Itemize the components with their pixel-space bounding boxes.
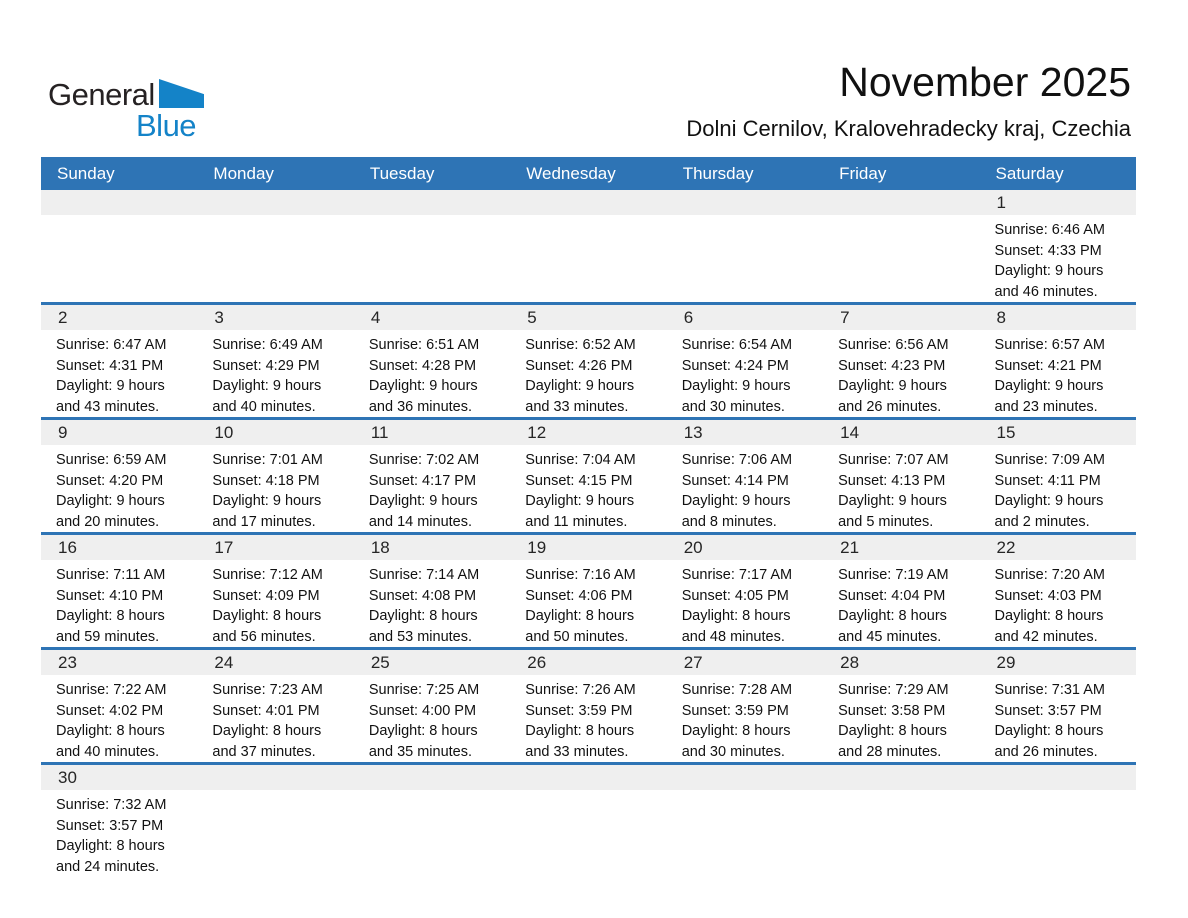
day-info-line: and 48 minutes. xyxy=(681,628,785,645)
day-number: 27 xyxy=(683,653,703,672)
day-number: 23 xyxy=(58,653,77,672)
day-info-line: and 40 minutes. xyxy=(212,398,316,415)
day-info-line: Sunrise: 6:59 AM xyxy=(56,452,167,468)
day-info-line: Sunrise: 6:52 AM xyxy=(525,337,636,353)
day-info-band xyxy=(41,790,1136,877)
day-info-line: and 26 minutes. xyxy=(838,398,942,415)
day-info-line: and 26 minutes. xyxy=(994,743,1098,760)
day-info-line: Sunrise: 7:06 AM xyxy=(681,452,793,468)
weekday-header-monday: Monday xyxy=(213,164,274,183)
day-cell xyxy=(823,445,979,532)
logo-triangle-icon xyxy=(159,79,204,108)
day-info-band xyxy=(41,675,1136,762)
day-info-line: and 11 minutes. xyxy=(525,513,628,530)
day-number-band xyxy=(41,190,1136,215)
day-info-line: Daylight: 9 hours xyxy=(56,378,165,394)
day-cell xyxy=(510,675,666,762)
day-cell xyxy=(510,330,666,417)
day-number-band xyxy=(41,535,1136,560)
weekday-header-row xyxy=(41,157,1136,190)
day-info-line: Sunrise: 7:17 AM xyxy=(681,567,793,583)
day-cell xyxy=(354,560,510,647)
day-number: 28 xyxy=(840,653,860,672)
day-info-line: Sunset: 4:01 PM xyxy=(212,702,320,719)
day-info-line: Sunset: 3:57 PM xyxy=(994,702,1102,719)
day-info-line: Sunset: 3:59 PM xyxy=(681,702,789,719)
day-cell xyxy=(197,330,353,417)
day-info-line: Daylight: 9 hours xyxy=(681,493,791,509)
day-number: 26 xyxy=(527,653,547,672)
day-number: 17 xyxy=(214,538,234,557)
day-info-line: Sunrise: 7:07 AM xyxy=(838,452,949,468)
day-number-band xyxy=(41,765,1136,790)
day-info-line: and 53 minutes. xyxy=(368,628,473,645)
day-info-line: Sunrise: 7:01 AM xyxy=(212,452,323,468)
day-info-line: Sunset: 4:00 PM xyxy=(368,702,477,719)
day-info-line: Sunset: 4:14 PM xyxy=(681,472,789,489)
day-info-line: Daylight: 8 hours xyxy=(212,608,322,624)
empty-day-number xyxy=(197,190,353,215)
day-cell xyxy=(41,675,197,762)
day-info-line: and 46 minutes. xyxy=(994,283,1098,300)
empty-day-cell xyxy=(197,790,353,877)
day-number-band xyxy=(41,650,1136,675)
day-number: 18 xyxy=(370,538,390,557)
day-number: 21 xyxy=(840,538,860,557)
day-number: 1 xyxy=(996,193,1006,212)
day-info-line: Sunrise: 7:32 AM xyxy=(56,797,167,813)
day-info-line: and 23 minutes. xyxy=(994,398,1098,415)
day-info-line: Sunset: 4:09 PM xyxy=(212,587,320,604)
weekday-header-wednesday: Wednesday xyxy=(526,164,616,183)
day-info-line: and 43 minutes. xyxy=(56,398,160,415)
day-info-line: Sunrise: 7:29 AM xyxy=(838,682,949,698)
day-info-line: Sunset: 4:28 PM xyxy=(368,357,477,374)
empty-day-cell xyxy=(41,215,197,302)
week-row xyxy=(41,417,1136,532)
day-info-line: and 35 minutes. xyxy=(368,743,473,760)
day-info-line: Sunset: 4:29 PM xyxy=(212,357,320,374)
empty-day-number xyxy=(510,765,666,790)
day-info-line: Daylight: 8 hours xyxy=(56,723,165,739)
week-row xyxy=(41,302,1136,417)
day-info-line: Daylight: 8 hours xyxy=(838,723,947,739)
day-info-line: Sunrise: 7:16 AM xyxy=(525,567,636,583)
day-info-line: Sunset: 3:59 PM xyxy=(525,702,633,719)
day-info-line: Sunrise: 6:57 AM xyxy=(994,337,1105,353)
day-cell xyxy=(510,445,666,532)
day-info-line: Daylight: 9 hours xyxy=(56,493,165,509)
day-info-line: Sunrise: 7:11 AM xyxy=(56,567,166,583)
day-number: 5 xyxy=(527,308,537,327)
day-cell xyxy=(823,330,979,417)
day-number: 7 xyxy=(840,308,850,327)
weekday-header-saturday: Saturday xyxy=(995,164,1064,183)
day-number: 16 xyxy=(58,538,77,557)
day-number: 29 xyxy=(996,653,1016,672)
empty-day-number xyxy=(823,765,979,790)
day-info-line: Sunrise: 6:47 AM xyxy=(56,337,167,353)
day-info-line: Sunset: 4:02 PM xyxy=(56,702,164,719)
day-info-line: and 45 minutes. xyxy=(838,628,942,645)
day-info-line: Sunrise: 7:25 AM xyxy=(368,682,480,698)
day-cell xyxy=(354,330,510,417)
day-info-line: Sunset: 4:21 PM xyxy=(994,357,1102,374)
day-number: 19 xyxy=(527,538,547,557)
day-cell xyxy=(197,445,353,532)
day-info-line: Sunset: 4:23 PM xyxy=(838,357,946,374)
day-info-line: Sunrise: 6:46 AM xyxy=(994,222,1105,238)
day-info-line: Daylight: 8 hours xyxy=(56,608,165,624)
page-header xyxy=(0,0,1188,157)
day-number-band xyxy=(41,305,1136,330)
day-info-line: Sunset: 4:13 PM xyxy=(838,472,946,489)
day-cell xyxy=(980,215,1136,302)
day-info-line: Sunset: 4:11 PM xyxy=(994,472,1101,489)
day-info-line: Sunrise: 7:02 AM xyxy=(368,452,480,468)
day-number: 20 xyxy=(683,538,703,557)
day-info-line: Sunset: 4:10 PM xyxy=(56,587,164,604)
day-info-line: Daylight: 8 hours xyxy=(525,723,635,739)
day-info-line: Daylight: 8 hours xyxy=(368,723,478,739)
day-number-band xyxy=(41,420,1136,445)
day-cell xyxy=(823,560,979,647)
day-number: 4 xyxy=(370,308,381,327)
day-info-line: Sunrise: 7:14 AM xyxy=(368,567,480,583)
day-cell xyxy=(354,675,510,762)
day-cell xyxy=(41,445,197,532)
empty-day-number xyxy=(980,765,1136,790)
empty-day-cell xyxy=(823,790,979,877)
empty-day-cell xyxy=(354,215,510,302)
day-info-line: Sunrise: 7:23 AM xyxy=(212,682,323,698)
day-number: 9 xyxy=(58,423,68,442)
day-info-line: Sunrise: 7:09 AM xyxy=(994,452,1105,468)
day-info-line: Sunset: 4:18 PM xyxy=(212,472,320,489)
day-info-line: Sunset: 4:05 PM xyxy=(681,587,789,604)
day-info-line: Sunrise: 7:28 AM xyxy=(681,682,793,698)
day-info-line: and 5 minutes. xyxy=(838,513,934,530)
day-number: 10 xyxy=(214,423,234,442)
day-number: 8 xyxy=(996,308,1006,327)
day-info-band xyxy=(41,445,1136,532)
day-info-line: Daylight: 8 hours xyxy=(56,838,165,854)
month-title: November 2025 xyxy=(839,59,1131,105)
weekday-header-tuesday: Tuesday xyxy=(369,164,435,183)
day-info-line: and 50 minutes. xyxy=(525,628,629,645)
empty-day-number xyxy=(667,190,823,215)
week-row xyxy=(41,647,1136,762)
day-info-line: and 30 minutes. xyxy=(681,743,785,760)
day-cell xyxy=(667,560,823,647)
general-blue-logo xyxy=(48,75,218,143)
day-cell xyxy=(354,445,510,532)
day-info-line: Sunset: 4:06 PM xyxy=(525,587,633,604)
empty-day-cell xyxy=(510,215,666,302)
day-info-line: Sunset: 4:03 PM xyxy=(994,587,1102,604)
day-cell xyxy=(41,790,197,877)
day-cell xyxy=(197,675,353,762)
day-info-line: Daylight: 8 hours xyxy=(838,608,947,624)
day-info-line: Sunset: 4:24 PM xyxy=(681,357,789,374)
day-info-line: and 30 minutes. xyxy=(681,398,785,415)
day-info-line: Sunrise: 7:31 AM xyxy=(994,682,1105,698)
week-row xyxy=(41,532,1136,647)
day-info-line: Daylight: 9 hours xyxy=(994,493,1104,509)
empty-day-cell xyxy=(510,790,666,877)
day-info-line: Daylight: 9 hours xyxy=(368,493,478,509)
day-cell xyxy=(197,560,353,647)
empty-day-cell xyxy=(667,215,823,302)
day-cell xyxy=(667,330,823,417)
empty-day-cell xyxy=(197,215,353,302)
day-info-line: Sunrise: 7:12 AM xyxy=(212,567,323,583)
weekday-header-thursday: Thursday xyxy=(682,164,754,183)
week-row xyxy=(41,762,1136,877)
calendar-grid xyxy=(41,190,1136,877)
calendar-table xyxy=(41,157,1136,877)
location-subtitle: Dolni Cernilov, Kralovehradecky kraj, Czechia xyxy=(686,116,1131,141)
empty-day-cell xyxy=(667,790,823,877)
logo-text-general: General xyxy=(48,77,155,112)
day-cell xyxy=(667,675,823,762)
day-info-line: and 33 minutes. xyxy=(525,743,629,760)
empty-day-number xyxy=(354,190,510,215)
day-cell xyxy=(980,445,1136,532)
day-number: 6 xyxy=(683,308,694,327)
title-block xyxy=(686,0,1131,142)
empty-day-number xyxy=(197,765,353,790)
day-info-line: Sunrise: 6:49 AM xyxy=(212,337,323,353)
day-info-line: Daylight: 8 hours xyxy=(994,723,1104,739)
day-info-line: Sunrise: 6:51 AM xyxy=(368,337,480,353)
day-info-line: Sunset: 4:15 PM xyxy=(525,472,633,489)
day-cell xyxy=(41,560,197,647)
day-number: 3 xyxy=(214,308,224,327)
day-info-line: Sunrise: 7:26 AM xyxy=(525,682,636,698)
day-info-line: Sunset: 4:04 PM xyxy=(838,587,946,604)
day-cell xyxy=(823,675,979,762)
empty-day-cell xyxy=(354,790,510,877)
day-info-line: and 37 minutes. xyxy=(212,743,316,760)
day-info-line: Daylight: 8 hours xyxy=(368,608,478,624)
day-cell xyxy=(510,560,666,647)
day-number: 22 xyxy=(996,538,1016,557)
day-info-line: Sunset: 3:58 PM xyxy=(838,702,946,719)
day-info-line: Sunset: 4:20 PM xyxy=(56,472,164,489)
day-info-line: Daylight: 8 hours xyxy=(681,608,791,624)
day-number: 2 xyxy=(58,308,68,327)
day-info-line: Sunset: 3:57 PM xyxy=(56,817,164,834)
day-info-line: and 33 minutes. xyxy=(525,398,629,415)
day-info-line: Sunrise: 6:56 AM xyxy=(838,337,949,353)
day-info-line: Daylight: 9 hours xyxy=(994,378,1104,394)
day-info-line: Sunrise: 7:20 AM xyxy=(994,567,1105,583)
day-info-band xyxy=(41,215,1136,302)
day-number: 12 xyxy=(527,423,547,442)
day-info-line: Daylight: 9 hours xyxy=(994,263,1104,279)
day-info-line: Daylight: 8 hours xyxy=(994,608,1104,624)
day-info-line: Daylight: 9 hours xyxy=(212,378,322,394)
empty-day-number xyxy=(41,190,197,215)
day-info-line: Daylight: 9 hours xyxy=(212,493,322,509)
day-info-line: and 14 minutes. xyxy=(368,513,473,530)
day-info-line: and 24 minutes. xyxy=(56,858,160,875)
day-info-line: and 17 minutes. xyxy=(212,513,316,530)
day-info-line: Daylight: 8 hours xyxy=(212,723,322,739)
day-info-line: Daylight: 9 hours xyxy=(368,378,478,394)
weekday-header-friday: Friday xyxy=(839,164,887,183)
day-number: 13 xyxy=(683,423,703,442)
day-number: 30 xyxy=(58,768,77,787)
day-info-line: Daylight: 9 hours xyxy=(681,378,791,394)
day-info-line: and 28 minutes. xyxy=(838,743,942,760)
day-info-line: Sunrise: 7:19 AM xyxy=(838,567,949,583)
day-info-line: and 2 minutes. xyxy=(994,513,1090,530)
day-info-band xyxy=(41,330,1136,417)
day-info-line: Daylight: 9 hours xyxy=(525,378,635,394)
day-info-line: and 42 minutes. xyxy=(994,628,1098,645)
day-info-line: and 56 minutes. xyxy=(212,628,316,645)
day-number: 25 xyxy=(370,653,390,672)
day-info-line: Daylight: 9 hours xyxy=(525,493,635,509)
day-info-line: Sunset: 4:08 PM xyxy=(368,587,477,604)
day-info-line: Sunset: 4:17 PM xyxy=(368,472,477,489)
day-info-line: and 20 minutes. xyxy=(56,513,160,530)
day-number: 24 xyxy=(214,653,234,672)
logo-text-blue: Blue xyxy=(136,108,197,143)
day-info-line: Sunrise: 7:04 AM xyxy=(525,452,636,468)
empty-day-cell xyxy=(980,790,1136,877)
day-info-line: Sunrise: 6:54 AM xyxy=(681,337,793,353)
day-info-line: and 59 minutes. xyxy=(56,628,160,645)
day-cell xyxy=(980,330,1136,417)
day-info-line: Daylight: 9 hours xyxy=(838,378,947,394)
empty-day-number xyxy=(823,190,979,215)
day-info-line: Daylight: 8 hours xyxy=(681,723,791,739)
day-cell xyxy=(667,445,823,532)
empty-day-cell xyxy=(823,215,979,302)
day-info-line: and 8 minutes. xyxy=(681,513,777,530)
day-info-line: Sunset: 4:33 PM xyxy=(994,242,1102,259)
day-info-line: and 36 minutes. xyxy=(368,398,473,415)
day-number: 14 xyxy=(840,423,860,442)
day-info-line: Daylight: 9 hours xyxy=(838,493,947,509)
day-info-line: and 40 minutes. xyxy=(56,743,160,760)
day-number: 11 xyxy=(370,423,389,442)
day-cell xyxy=(980,560,1136,647)
day-cell xyxy=(41,330,197,417)
empty-day-number xyxy=(667,765,823,790)
day-info-line: Sunset: 4:26 PM xyxy=(525,357,633,374)
day-cell xyxy=(980,675,1136,762)
empty-day-number xyxy=(354,765,510,790)
day-info-band xyxy=(41,560,1136,647)
weekday-header-sunday: Sunday xyxy=(57,164,115,183)
empty-day-number xyxy=(510,190,666,215)
day-info-line: Daylight: 8 hours xyxy=(525,608,635,624)
day-info-line: Sunrise: 7:22 AM xyxy=(56,682,167,698)
day-info-line: Sunset: 4:31 PM xyxy=(56,357,164,374)
day-number: 15 xyxy=(996,423,1016,442)
week-row xyxy=(41,190,1136,302)
